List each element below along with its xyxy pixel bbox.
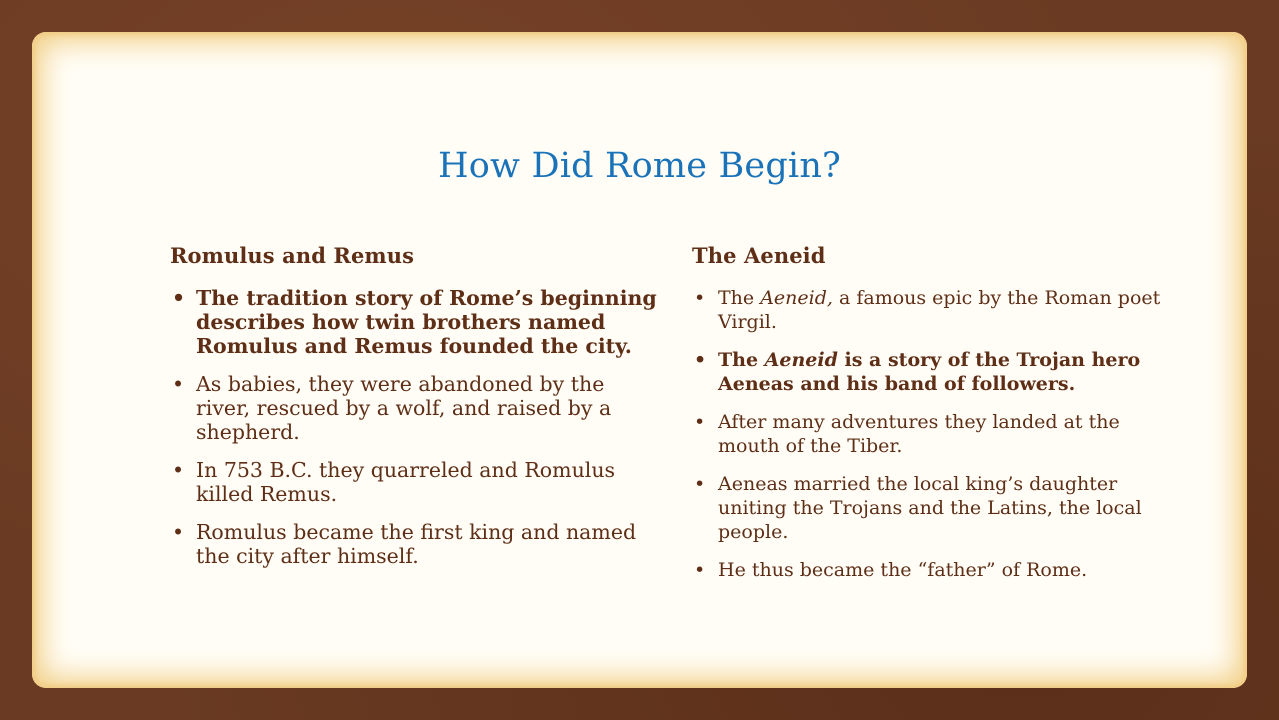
text-segment: a famous epic by the Roman poet Virgil. [718, 287, 1161, 333]
left-bullet-list [170, 286, 660, 568]
right-column [692, 243, 1182, 596]
slide-card [32, 32, 1247, 688]
slide-title: How Did Rome Begin? [437, 146, 842, 186]
list-item: • In 753 B.C. they quarreled and Romulus killed Remus. [170, 458, 660, 506]
text-segment: The [718, 349, 765, 371]
list-item: • He thus became the “father” of Rome. [692, 558, 1182, 582]
list-item: • After many adventures they landed at the mouth of the Tiber. [692, 410, 1182, 458]
italic-title: Aeneid [764, 349, 838, 371]
list-item: • As babies, they were abandoned by the river, rescued by a wolf, and raised by a shepherd. [170, 372, 660, 444]
list-item: • The tradition story of Rome’s beginning describes how twin brothers named Romulus and Remus founded the city. [170, 286, 660, 358]
list-item: • Aeneas married the local king’s daughter uniting the Trojans and the Latins, the local people. [692, 472, 1182, 544]
right-column-heading: The Aeneid [692, 243, 826, 268]
text-segment: The [718, 287, 761, 309]
italic-title: Aeneid, [760, 287, 833, 309]
left-column [170, 243, 660, 582]
right-bullet-list [692, 286, 1182, 582]
list-item [692, 286, 1182, 334]
text-segment: is a story of the Trojan hero Aeneas and his band of followers. [718, 349, 1141, 395]
list-item [692, 348, 1182, 396]
left-column-heading: Romulus and Remus [170, 243, 415, 268]
list-item: • Romulus became the first king and named the city after himself. [170, 520, 660, 568]
